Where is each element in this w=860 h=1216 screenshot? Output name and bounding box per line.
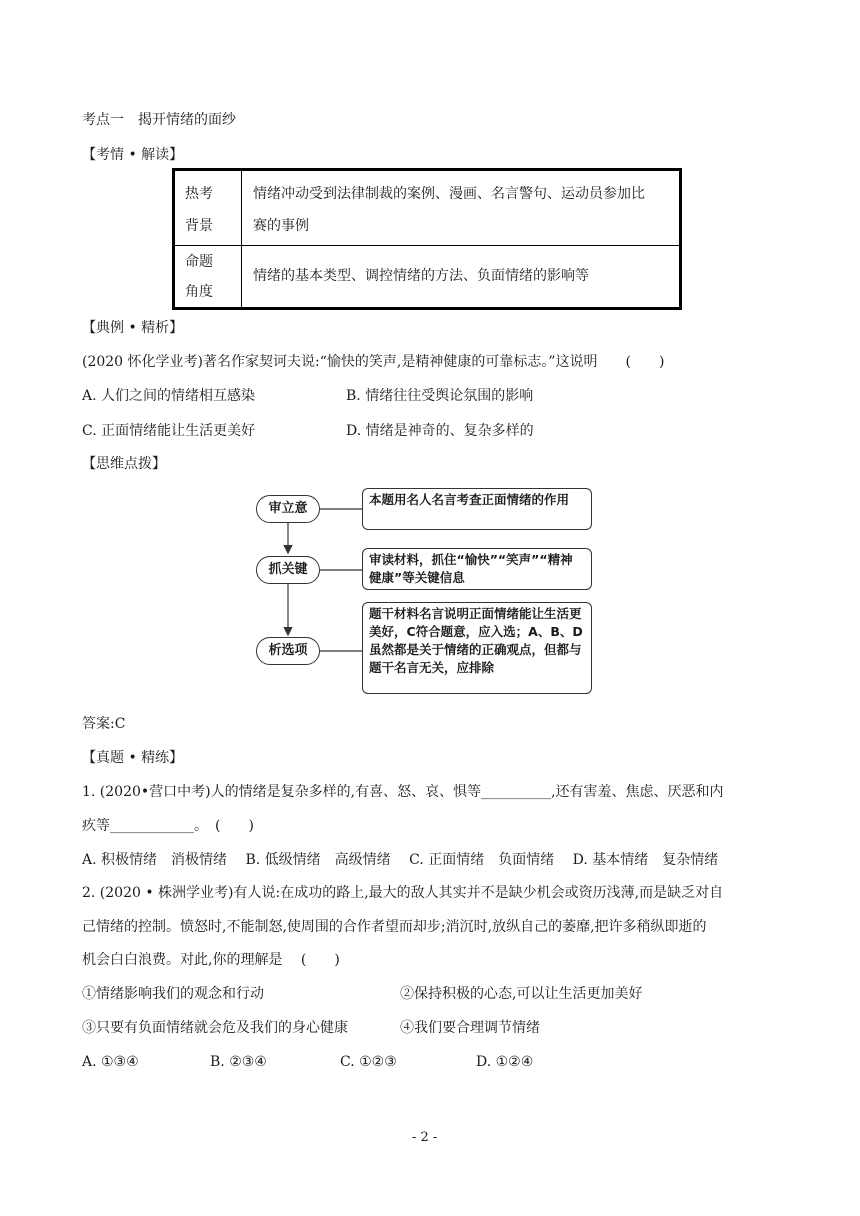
q1-options: A. 积极情绪 消极情绪 B. 低级情绪 高级情绪 C. 正面情绪 负面情绪 D. 基本情绪 复杂情绪 [82, 852, 719, 868]
table-text: 赛的事例 [253, 218, 309, 234]
table-text: 情绪冲动受到法律制裁的案例、漫画、名言警句、运动员参加比 [253, 186, 645, 202]
table-label-cell [175, 171, 242, 245]
table-label-cell [175, 245, 242, 307]
answer: 答案:C [82, 716, 126, 732]
table-text: 情绪的基本类型、调控情绪的方法、负面情绪的影响等 [253, 268, 589, 284]
example-question: (2020 怀化学业考)著名作家契诃夫说:“愉快的笑声,是精神健康的可靠标志。”这说明 ( ) [82, 354, 665, 370]
flow-box-1: 本题用名人名言考查正面情绪的作用 [362, 488, 592, 530]
example-option-c: C. 正面情绪能让生活更美好 [82, 423, 256, 439]
q2-item-4: ④我们要合理调节情绪 [400, 1020, 540, 1036]
example-option-b: B. 情绪往往受舆论氛围的影响 [346, 388, 534, 404]
q2-item-3: ③只要有负面情绪就会危及我们的身心健康 [82, 1020, 348, 1036]
kaoqing-table [172, 168, 682, 310]
example-option-d: D. 情绪是神奇的、复杂多样的 [346, 423, 534, 439]
table-label: 角度 [185, 284, 213, 300]
table-row [175, 171, 679, 246]
q2-item-2: ②保持积极的心态,可以让生活更加美好 [400, 986, 643, 1002]
table-label: 热考 [185, 186, 213, 202]
flow-step-2: 抓关键 [256, 556, 320, 584]
q2-option-a: A. ①③④ [82, 1054, 139, 1070]
flow-box-2: 审读材料，抓住“愉快”“笑声”“精神健康”等关键信息 [362, 548, 592, 590]
q2-line-3: 机会白白浪费。对此,你的理解是 ( ) [82, 952, 340, 968]
flow-step-1: 审立意 [256, 495, 320, 523]
flow-box-3: 题干材料名言说明正面情绪能让生活更美好，C符合题意，应入选；A、B、D虽然都是关于情绪的正确观点，但都与题干名言无关，应排除 [362, 602, 592, 694]
q2-line-1: 2. (2020 • 株洲学业考)有人说:在成功的路上,最大的敌人其实并不是缺少机会或资历浅薄,而是缺乏对自 [82, 885, 724, 901]
q2-item-1: ①情绪影响我们的观念和行动 [82, 986, 264, 1002]
section-title: 考点一 揭开情绪的面纱 [82, 112, 236, 128]
table-label: 命题 [185, 254, 213, 270]
header-siwei: 【思维点拨】 [82, 456, 166, 472]
example-option-a: A. 人们之间的情绪相互感染 [82, 388, 256, 404]
header-zhenti: 【真题 • 精练】 [82, 750, 184, 766]
header-kaoqing: 【考情 • 解读】 [82, 147, 184, 163]
q2-line-2: 己情绪的控制。愤怒时,不能制怒,使周围的合作者望而却步;消沉时,放纵自己的萎靡,把许多稍纵即逝的 [82, 919, 707, 935]
q2-option-c: C. ①②③ [340, 1054, 397, 1070]
table-row [175, 245, 679, 307]
q2-option-b: B. ②③④ [210, 1054, 267, 1070]
header-dianli: 【典例 • 精析】 [82, 320, 184, 336]
q2-option-d: D. ①②④ [476, 1054, 534, 1070]
page-number: - 2 - [412, 1130, 438, 1145]
q1-line-2: 疚等____________。 ( ) [82, 818, 254, 834]
q1-line-1: 1. (2020•营口中考)人的情绪是复杂多样的,有喜、怒、哀、惧等__________,还有害羞、焦虑、厌恶和内 [82, 784, 724, 800]
flow-step-3: 析选项 [256, 637, 320, 665]
table-label: 背景 [185, 218, 213, 234]
